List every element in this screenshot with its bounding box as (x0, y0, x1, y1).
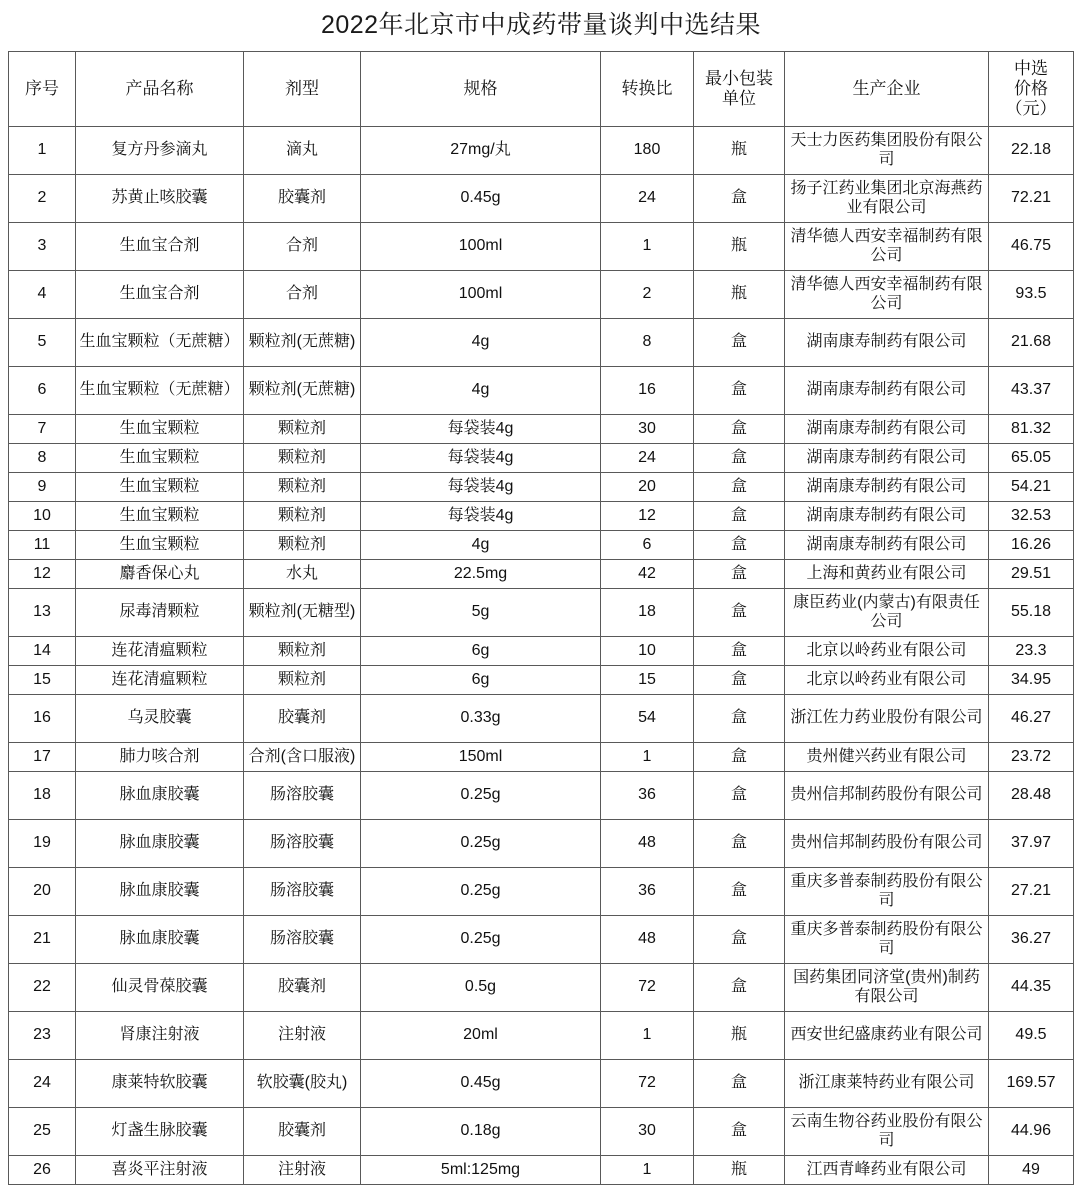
cell-selected-price: 46.75 (989, 223, 1074, 271)
cell-selected-price: 28.48 (989, 772, 1074, 820)
cell-min-package-unit: 盒 (694, 637, 785, 666)
cell-product-name: 尿毒清颗粒 (76, 589, 244, 637)
cell-index: 25 (9, 1108, 76, 1156)
cell-manufacturer: 上海和黄药业有限公司 (785, 560, 989, 589)
cell-conversion-ratio: 2 (601, 271, 694, 319)
cell-dosage-form: 胶囊剂 (244, 964, 361, 1012)
cell-specification: 0.18g (361, 1108, 601, 1156)
cell-manufacturer: 湖南康寿制药有限公司 (785, 502, 989, 531)
cell-selected-price: 27.21 (989, 868, 1074, 916)
cell-selected-price: 81.32 (989, 415, 1074, 444)
cell-specification: 100ml (361, 223, 601, 271)
document-page (0, 5, 1080, 1178)
cell-dosage-form: 软胶囊(胶丸) (244, 1060, 361, 1108)
cell-min-package-unit: 瓶 (694, 1156, 785, 1185)
table-row (9, 772, 1074, 820)
cell-dosage-form: 颗粒剂(无蔗糖) (244, 367, 361, 415)
column-header-manufacturer: 生产企业 (785, 52, 989, 127)
cell-min-package-unit: 盒 (694, 473, 785, 502)
cell-index: 24 (9, 1060, 76, 1108)
cell-selected-price: 23.72 (989, 743, 1074, 772)
min-package-unit-line1: 最小包装 (705, 68, 773, 88)
cell-min-package-unit: 盒 (694, 502, 785, 531)
cell-manufacturer: 清华德人西安幸福制药有限公司 (785, 223, 989, 271)
table-row (9, 415, 1074, 444)
cell-product-name: 生血宝颗粒 (76, 502, 244, 531)
cell-conversion-ratio: 18 (601, 589, 694, 637)
table-row (9, 271, 1074, 319)
table-row (9, 1060, 1074, 1108)
cell-specification: 27mg/丸 (361, 127, 601, 175)
cell-product-name: 生血宝颗粒 (76, 531, 244, 560)
cell-product-name: 肺力咳合剂 (76, 743, 244, 772)
cell-conversion-ratio: 1 (601, 743, 694, 772)
column-header-product-name: 产品名称 (76, 52, 244, 127)
cell-manufacturer: 重庆多普泰制药股份有限公司 (785, 916, 989, 964)
cell-min-package-unit: 瓶 (694, 271, 785, 319)
cell-product-name: 连花清瘟颗粒 (76, 666, 244, 695)
cell-manufacturer: 重庆多普泰制药股份有限公司 (785, 868, 989, 916)
cell-specification: 0.33g (361, 695, 601, 743)
table-row (9, 916, 1074, 964)
cell-min-package-unit: 盒 (694, 531, 785, 560)
cell-dosage-form: 颗粒剂 (244, 444, 361, 473)
cell-selected-price: 37.97 (989, 820, 1074, 868)
cell-conversion-ratio: 15 (601, 666, 694, 695)
cell-conversion-ratio: 16 (601, 367, 694, 415)
cell-conversion-ratio: 48 (601, 820, 694, 868)
cell-product-name: 生血宝颗粒 (76, 473, 244, 502)
cell-manufacturer: 浙江康莱特药业有限公司 (785, 1060, 989, 1108)
table-row (9, 589, 1074, 637)
cell-product-name: 喜炎平注射液 (76, 1156, 244, 1185)
cell-min-package-unit: 盒 (694, 868, 785, 916)
cell-index: 15 (9, 666, 76, 695)
cell-product-name: 生血宝合剂 (76, 223, 244, 271)
cell-conversion-ratio: 180 (601, 127, 694, 175)
cell-conversion-ratio: 24 (601, 175, 694, 223)
cell-product-name: 复方丹参滴丸 (76, 127, 244, 175)
cell-min-package-unit: 盒 (694, 772, 785, 820)
cell-dosage-form: 颗粒剂(无糖型) (244, 589, 361, 637)
cell-manufacturer: 贵州信邦制药股份有限公司 (785, 820, 989, 868)
cell-specification: 150ml (361, 743, 601, 772)
cell-min-package-unit: 盒 (694, 743, 785, 772)
cell-conversion-ratio: 1 (601, 1012, 694, 1060)
cell-specification: 22.5mg (361, 560, 601, 589)
cell-product-name: 脉血康胶囊 (76, 820, 244, 868)
cell-specification: 每袋装4g (361, 473, 601, 502)
cell-index: 12 (9, 560, 76, 589)
cell-dosage-form: 颗粒剂 (244, 531, 361, 560)
table-row (9, 560, 1074, 589)
cell-manufacturer: 湖南康寿制药有限公司 (785, 444, 989, 473)
cell-min-package-unit: 盒 (694, 1060, 785, 1108)
table-row (9, 743, 1074, 772)
column-header-index: 序号 (9, 52, 76, 127)
cell-min-package-unit: 盒 (694, 695, 785, 743)
cell-conversion-ratio: 36 (601, 772, 694, 820)
cell-index: 17 (9, 743, 76, 772)
cell-index: 5 (9, 319, 76, 367)
column-header-conversion-ratio: 转换比 (601, 52, 694, 127)
cell-specification: 0.25g (361, 820, 601, 868)
cell-index: 13 (9, 589, 76, 637)
cell-dosage-form: 肠溶胶囊 (244, 916, 361, 964)
table-row (9, 175, 1074, 223)
column-header-specification: 规格 (361, 52, 601, 127)
cell-selected-price: 43.37 (989, 367, 1074, 415)
table-row (9, 1012, 1074, 1060)
cell-selected-price: 93.5 (989, 271, 1074, 319)
cell-min-package-unit: 盒 (694, 964, 785, 1012)
cell-specification: 0.45g (361, 1060, 601, 1108)
cell-manufacturer: 湖南康寿制药有限公司 (785, 367, 989, 415)
cell-conversion-ratio: 1 (601, 1156, 694, 1185)
cell-manufacturer: 湖南康寿制药有限公司 (785, 415, 989, 444)
cell-index: 23 (9, 1012, 76, 1060)
cell-manufacturer: 北京以岭药业有限公司 (785, 666, 989, 695)
bid-results-table (8, 5, 1074, 1185)
cell-selected-price: 36.27 (989, 916, 1074, 964)
cell-dosage-form: 肠溶胶囊 (244, 868, 361, 916)
cell-index: 9 (9, 473, 76, 502)
cell-dosage-form: 颗粒剂 (244, 637, 361, 666)
cell-product-name: 连花清瘟颗粒 (76, 637, 244, 666)
cell-index: 2 (9, 175, 76, 223)
cell-manufacturer: 湖南康寿制药有限公司 (785, 531, 989, 560)
cell-min-package-unit: 瓶 (694, 127, 785, 175)
cell-min-package-unit: 盒 (694, 444, 785, 473)
title-row (9, 5, 1074, 52)
column-header-selected-price (989, 52, 1074, 127)
cell-selected-price: 34.95 (989, 666, 1074, 695)
cell-specification: 每袋装4g (361, 502, 601, 531)
cell-dosage-form: 滴丸 (244, 127, 361, 175)
cell-selected-price: 49.5 (989, 1012, 1074, 1060)
cell-dosage-form: 颗粒剂(无蔗糖) (244, 319, 361, 367)
cell-selected-price: 16.26 (989, 531, 1074, 560)
cell-manufacturer: 湖南康寿制药有限公司 (785, 319, 989, 367)
cell-manufacturer: 浙江佐力药业股份有限公司 (785, 695, 989, 743)
cell-min-package-unit: 盒 (694, 367, 785, 415)
column-header-min-package-unit (694, 52, 785, 127)
cell-min-package-unit: 盒 (694, 916, 785, 964)
cell-dosage-form: 颗粒剂 (244, 666, 361, 695)
cell-selected-price: 44.35 (989, 964, 1074, 1012)
cell-selected-price: 44.96 (989, 1108, 1074, 1156)
cell-conversion-ratio: 20 (601, 473, 694, 502)
cell-manufacturer: 云南生物谷药业股份有限公司 (785, 1108, 989, 1156)
cell-manufacturer: 北京以岭药业有限公司 (785, 637, 989, 666)
selected-price-line1: 中选 (1014, 58, 1048, 78)
selected-price-line3: （元） (1005, 99, 1057, 119)
cell-selected-price: 23.3 (989, 637, 1074, 666)
cell-index: 4 (9, 271, 76, 319)
cell-conversion-ratio: 72 (601, 1060, 694, 1108)
cell-conversion-ratio: 42 (601, 560, 694, 589)
cell-specification: 0.5g (361, 964, 601, 1012)
table-row (9, 637, 1074, 666)
cell-specification: 100ml (361, 271, 601, 319)
cell-specification: 0.25g (361, 916, 601, 964)
cell-specification: 0.25g (361, 868, 601, 916)
cell-index: 11 (9, 531, 76, 560)
cell-dosage-form: 水丸 (244, 560, 361, 589)
cell-specification: 0.25g (361, 772, 601, 820)
cell-dosage-form: 合剂(含口服液) (244, 743, 361, 772)
cell-index: 14 (9, 637, 76, 666)
cell-min-package-unit: 瓶 (694, 223, 785, 271)
cell-product-name: 仙灵骨葆胶囊 (76, 964, 244, 1012)
cell-conversion-ratio: 48 (601, 916, 694, 964)
cell-product-name: 麝香保心丸 (76, 560, 244, 589)
cell-min-package-unit: 盒 (694, 589, 785, 637)
cell-min-package-unit: 盒 (694, 560, 785, 589)
cell-manufacturer: 国药集团同济堂(贵州)制药有限公司 (785, 964, 989, 1012)
cell-product-name: 脉血康胶囊 (76, 868, 244, 916)
cell-selected-price: 54.21 (989, 473, 1074, 502)
cell-specification: 5g (361, 589, 601, 637)
cell-manufacturer: 贵州健兴药业有限公司 (785, 743, 989, 772)
table-row (9, 502, 1074, 531)
selected-price-line2: 价格 (1014, 78, 1048, 98)
cell-min-package-unit: 盒 (694, 175, 785, 223)
cell-manufacturer: 康臣药业(内蒙古)有限责任公司 (785, 589, 989, 637)
cell-product-name: 肾康注射液 (76, 1012, 244, 1060)
cell-product-name: 生血宝合剂 (76, 271, 244, 319)
cell-index: 16 (9, 695, 76, 743)
cell-manufacturer: 扬子江药业集团北京海燕药业有限公司 (785, 175, 989, 223)
page-title: 2022年北京市中成药带量谈判中选结果 (320, 11, 762, 40)
cell-product-name: 康莱特软胶囊 (76, 1060, 244, 1108)
cell-index: 19 (9, 820, 76, 868)
cell-dosage-form: 合剂 (244, 223, 361, 271)
cell-product-name: 生血宝颗粒 (76, 415, 244, 444)
cell-index: 26 (9, 1156, 76, 1185)
cell-product-name: 生血宝颗粒（无蔗糖） (76, 319, 244, 367)
cell-selected-price: 32.53 (989, 502, 1074, 531)
cell-conversion-ratio: 12 (601, 502, 694, 531)
cell-min-package-unit: 盒 (694, 1108, 785, 1156)
cell-dosage-form: 肠溶胶囊 (244, 820, 361, 868)
cell-product-name: 苏黄止咳胶囊 (76, 175, 244, 223)
cell-selected-price: 46.27 (989, 695, 1074, 743)
cell-dosage-form: 胶囊剂 (244, 175, 361, 223)
cell-selected-price: 169.57 (989, 1060, 1074, 1108)
cell-specification: 5ml:125mg (361, 1156, 601, 1185)
cell-selected-price: 21.68 (989, 319, 1074, 367)
cell-min-package-unit: 盒 (694, 415, 785, 444)
cell-manufacturer: 贵州信邦制药股份有限公司 (785, 772, 989, 820)
cell-specification: 每袋装4g (361, 444, 601, 473)
table-row (9, 1156, 1074, 1185)
cell-dosage-form: 颗粒剂 (244, 415, 361, 444)
cell-index: 22 (9, 964, 76, 1012)
cell-dosage-form: 胶囊剂 (244, 1108, 361, 1156)
table-row (9, 319, 1074, 367)
cell-manufacturer: 天士力医药集团股份有限公司 (785, 127, 989, 175)
cell-min-package-unit: 盒 (694, 820, 785, 868)
cell-specification: 6g (361, 666, 601, 695)
cell-dosage-form: 颗粒剂 (244, 473, 361, 502)
table-row (9, 820, 1074, 868)
table-row (9, 127, 1074, 175)
table-row (9, 666, 1074, 695)
cell-index: 6 (9, 367, 76, 415)
cell-specification: 每袋装4g (361, 415, 601, 444)
cell-dosage-form: 肠溶胶囊 (244, 772, 361, 820)
cell-conversion-ratio: 24 (601, 444, 694, 473)
cell-product-name: 脉血康胶囊 (76, 916, 244, 964)
table-row (9, 1108, 1074, 1156)
cell-manufacturer: 湖南康寿制药有限公司 (785, 473, 989, 502)
table-header-row (9, 52, 1074, 127)
cell-dosage-form: 注射液 (244, 1156, 361, 1185)
cell-conversion-ratio: 36 (601, 868, 694, 916)
table-row (9, 531, 1074, 560)
cell-product-name: 灯盏生脉胶囊 (76, 1108, 244, 1156)
table-body (9, 5, 1074, 1185)
cell-specification: 20ml (361, 1012, 601, 1060)
cell-manufacturer: 西安世纪盛康药业有限公司 (785, 1012, 989, 1060)
table-row (9, 964, 1074, 1012)
cell-selected-price: 22.18 (989, 127, 1074, 175)
cell-product-name: 生血宝颗粒 (76, 444, 244, 473)
cell-conversion-ratio: 10 (601, 637, 694, 666)
cell-dosage-form: 注射液 (244, 1012, 361, 1060)
cell-min-package-unit: 盒 (694, 319, 785, 367)
cell-selected-price: 65.05 (989, 444, 1074, 473)
cell-index: 3 (9, 223, 76, 271)
cell-selected-price: 72.21 (989, 175, 1074, 223)
cell-product-name: 脉血康胶囊 (76, 772, 244, 820)
cell-min-package-unit: 瓶 (694, 1012, 785, 1060)
cell-index: 7 (9, 415, 76, 444)
cell-conversion-ratio: 30 (601, 1108, 694, 1156)
cell-index: 1 (9, 127, 76, 175)
cell-specification: 4g (361, 531, 601, 560)
cell-selected-price: 29.51 (989, 560, 1074, 589)
cell-conversion-ratio: 30 (601, 415, 694, 444)
cell-dosage-form: 合剂 (244, 271, 361, 319)
min-package-unit-line2: 单位 (722, 89, 756, 108)
cell-selected-price: 55.18 (989, 589, 1074, 637)
cell-conversion-ratio: 72 (601, 964, 694, 1012)
cell-conversion-ratio: 8 (601, 319, 694, 367)
cell-index: 20 (9, 868, 76, 916)
cell-product-name: 乌灵胶囊 (76, 695, 244, 743)
cell-specification: 0.45g (361, 175, 601, 223)
cell-selected-price: 49 (989, 1156, 1074, 1185)
table-row (9, 868, 1074, 916)
cell-manufacturer: 清华德人西安幸福制药有限公司 (785, 271, 989, 319)
table-row (9, 695, 1074, 743)
table-row (9, 223, 1074, 271)
cell-conversion-ratio: 54 (601, 695, 694, 743)
cell-min-package-unit: 盒 (694, 666, 785, 695)
cell-dosage-form: 胶囊剂 (244, 695, 361, 743)
cell-manufacturer: 江西青峰药业有限公司 (785, 1156, 989, 1185)
cell-index: 21 (9, 916, 76, 964)
cell-conversion-ratio: 1 (601, 223, 694, 271)
cell-index: 18 (9, 772, 76, 820)
cell-index: 8 (9, 444, 76, 473)
cell-conversion-ratio: 6 (601, 531, 694, 560)
cell-specification: 6g (361, 637, 601, 666)
column-header-dosage-form: 剂型 (244, 52, 361, 127)
cell-dosage-form: 颗粒剂 (244, 502, 361, 531)
cell-specification: 4g (361, 367, 601, 415)
cell-index: 10 (9, 502, 76, 531)
cell-specification: 4g (361, 319, 601, 367)
table-row (9, 367, 1074, 415)
table-row (9, 473, 1074, 502)
table-row (9, 444, 1074, 473)
page-title-cell (9, 5, 1074, 52)
cell-product-name: 生血宝颗粒（无蔗糖） (76, 367, 244, 415)
